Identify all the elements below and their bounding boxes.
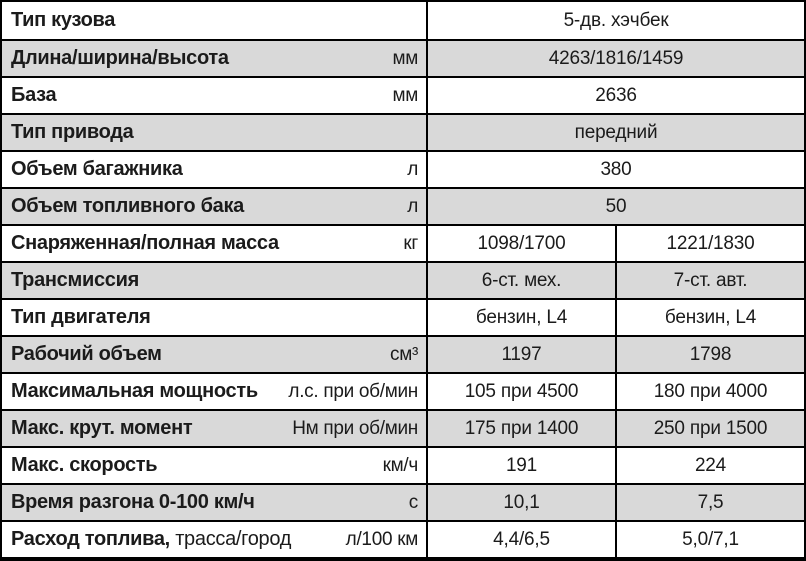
- table-row: [2, 520, 804, 557]
- spec-label: [11, 528, 291, 551]
- spec-value: 7,5: [615, 485, 804, 520]
- spec-label-cell: [2, 41, 428, 76]
- spec-label-cell: [2, 300, 428, 335]
- spec-label: Тип привода: [11, 121, 134, 143]
- spec-value: 1221/1830: [615, 226, 804, 261]
- spec-value: 105 при 4500: [464, 380, 579, 402]
- spec-value: 191: [505, 454, 538, 476]
- spec-label-cell: [2, 189, 428, 224]
- spec-label-cell: [2, 78, 428, 113]
- spec-label: Тип кузова: [11, 9, 116, 31]
- spec-unit: л/100 км: [345, 528, 418, 550]
- spec-value: бензин, L4: [475, 306, 568, 328]
- spec-label-cell: [2, 522, 428, 557]
- table-row: [2, 76, 804, 113]
- spec-value: 250 при 1500: [615, 411, 804, 446]
- spec-value: 380: [600, 158, 632, 180]
- spec-value: 2636: [595, 84, 637, 106]
- spec-label: Объем топливного бака: [11, 195, 245, 217]
- spec-label-cell: [2, 263, 428, 298]
- spec-unit: с: [408, 491, 418, 513]
- table-row: [2, 261, 804, 298]
- spec-unit: мм: [392, 47, 418, 69]
- spec-value: 5-дв. хэчбек: [563, 9, 669, 31]
- spec-value: 4263/1816/1459: [548, 47, 684, 69]
- table-row: [2, 150, 804, 187]
- spec-label-cell: [2, 226, 428, 261]
- spec-label: Трансмиссия: [11, 269, 139, 291]
- spec-value: 175 при 1400: [464, 417, 579, 439]
- spec-label-cell: [2, 115, 428, 150]
- table-row: [2, 446, 804, 483]
- spec-label-cell: [2, 448, 428, 483]
- table-row: [2, 372, 804, 409]
- spec-label: Макс. крут. момент: [11, 417, 193, 439]
- spec-label-light: трасса/город: [169, 528, 292, 550]
- spec-label-cell: [2, 374, 428, 409]
- table-row: [2, 298, 804, 335]
- spec-value: 10,1: [503, 491, 540, 513]
- table-row: [2, 224, 804, 261]
- spec-unit: см³: [390, 343, 418, 365]
- spec-value: 6-ст. мех.: [481, 269, 562, 291]
- table-row: [2, 335, 804, 372]
- table-row: [2, 39, 804, 76]
- spec-unit: мм: [392, 84, 418, 106]
- spec-label-cell: [2, 337, 428, 372]
- spec-label-cell: [2, 485, 428, 520]
- spec-value: 180 при 4000: [615, 374, 804, 409]
- spec-label-bold: Расход топлива,: [11, 528, 170, 550]
- spec-label-cell: [2, 411, 428, 446]
- spec-value: 50: [605, 195, 627, 217]
- spec-value: 224: [615, 448, 804, 483]
- table-row: [2, 113, 804, 150]
- spec-unit: Нм при об/мин: [292, 417, 418, 439]
- spec-value: 1197: [501, 343, 542, 365]
- spec-unit: кг: [403, 232, 418, 254]
- spec-label: Снаряженная/полная масса: [11, 232, 279, 254]
- spec-unit: л: [407, 195, 418, 217]
- spec-label: Время разгона 0-100 км/ч: [11, 491, 255, 513]
- spec-label-cell: [2, 152, 428, 187]
- table-row: [2, 409, 804, 446]
- spec-value: 1098/1700: [477, 232, 566, 254]
- spec-label: Макс. скорость: [11, 454, 158, 476]
- table-row: [2, 483, 804, 520]
- spec-value: 1798: [615, 337, 804, 372]
- spec-unit: км/ч: [382, 454, 418, 476]
- spec-label: Тип двигателя: [11, 306, 151, 328]
- spec-label-cell: [2, 2, 428, 39]
- spec-value: бензин, L4: [615, 300, 804, 335]
- spec-label: База: [11, 84, 57, 106]
- spec-value: 5,0/7,1: [615, 522, 804, 557]
- spec-label: Максимальная мощность: [11, 380, 258, 402]
- spec-unit: л: [407, 158, 418, 180]
- spec-label: Длина/ширина/высота: [11, 47, 229, 69]
- spec-unit: л.с. при об/мин: [288, 380, 418, 402]
- spec-value: 7-ст. авт.: [615, 263, 804, 298]
- spec-label: Рабочий объем: [11, 343, 162, 365]
- spec-value: 4,4/6,5: [493, 528, 550, 550]
- spec-label: Объем багажника: [11, 158, 183, 180]
- table-row: [2, 187, 804, 224]
- spec-value: передний: [574, 121, 658, 143]
- table-row: [2, 2, 804, 39]
